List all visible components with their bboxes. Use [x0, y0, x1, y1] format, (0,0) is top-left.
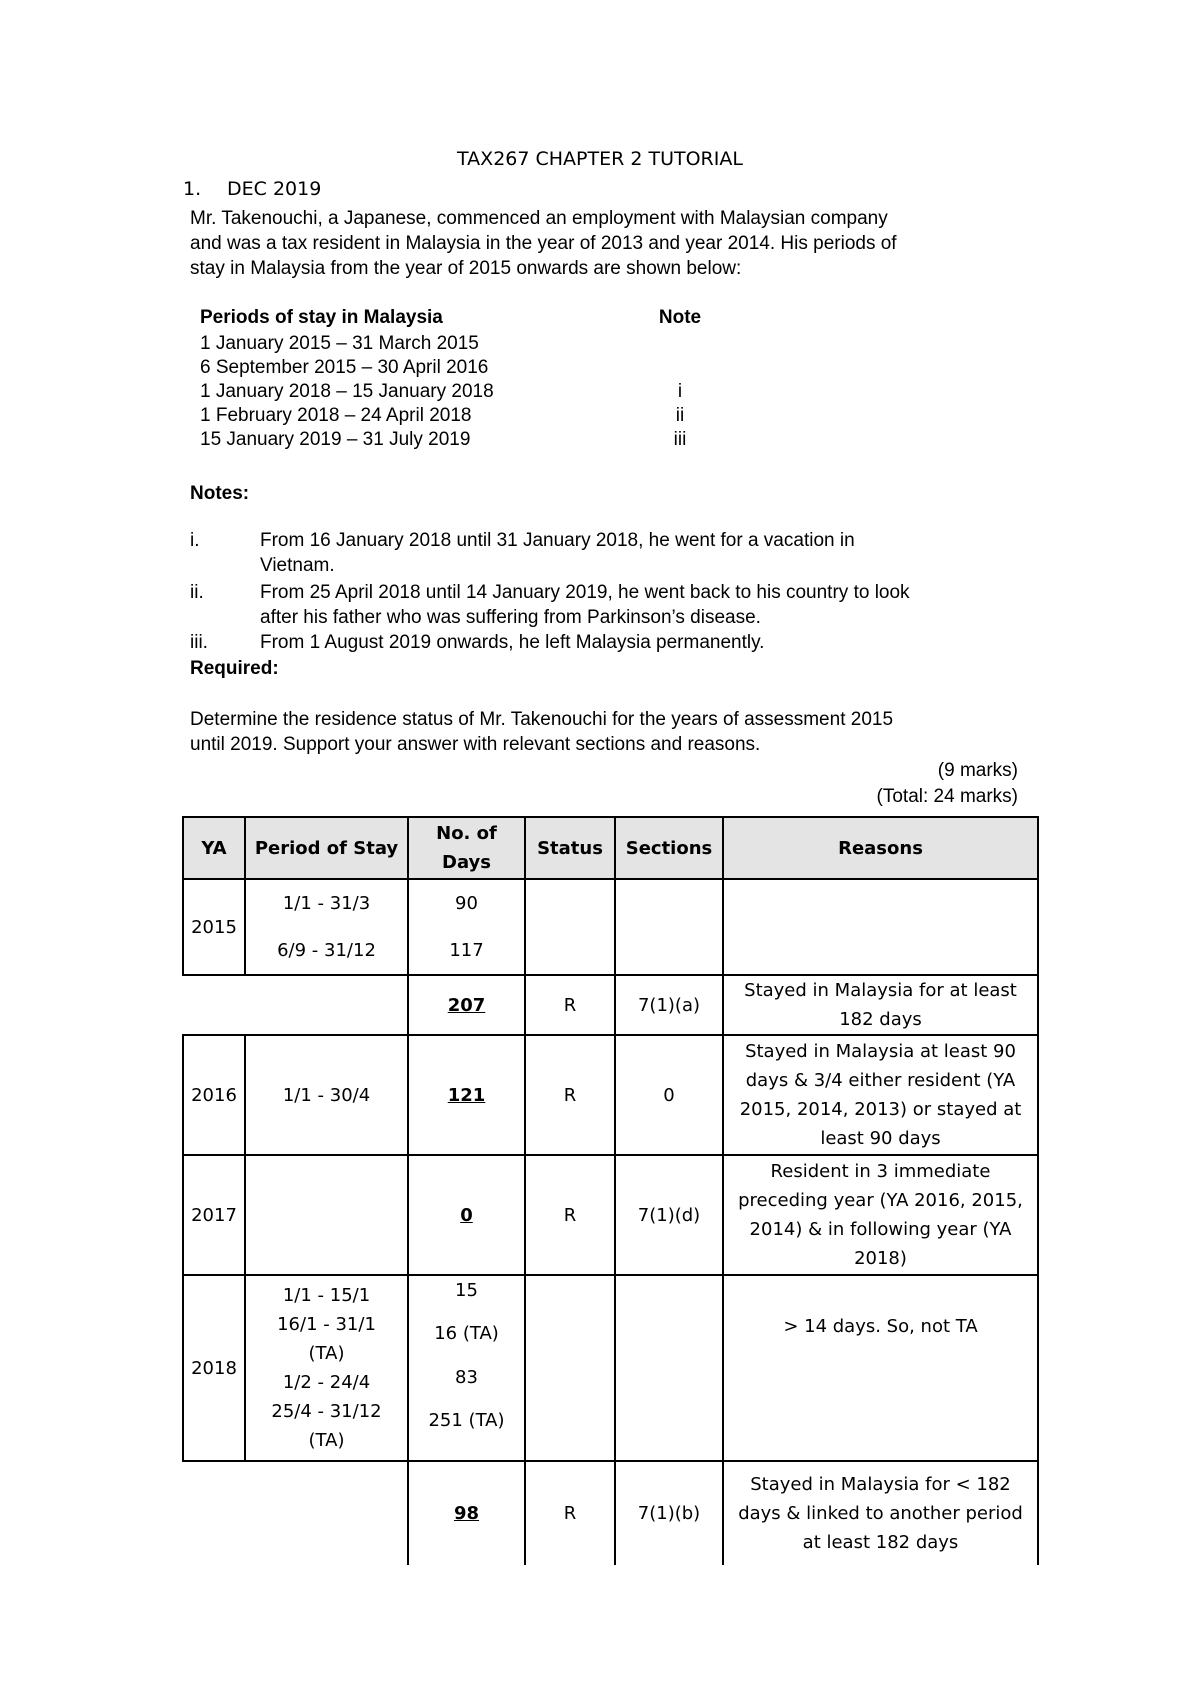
intro-paragraph [190, 206, 1028, 281]
note-line: From 25 April 2018 until 14 January 2019, he went back to his country to look [260, 582, 910, 603]
total-marks: (Total: 24 marks) [876, 786, 1018, 807]
reason-cell: Stayed in Malaysia for at least 182 days [723, 975, 1038, 1035]
stay-note: iii [673, 429, 687, 450]
section-cell: 7(1)(d) [615, 1155, 723, 1275]
note-line: From 16 January 2018 until 31 January 2018, he went for a vacation in [260, 530, 855, 551]
question-number: 1. [183, 178, 202, 200]
header-status: Status [525, 817, 615, 879]
page-title: TAX267 CHAPTER 2 TUTORIAL [457, 148, 743, 170]
status-cell [525, 879, 615, 975]
stays-note-header: Note [658, 307, 702, 328]
intro-line: and was a tax resident in Malaysia in the year of 2013 and year 2014. His periods of [190, 233, 897, 254]
header-reasons: Reasons [723, 817, 1038, 879]
table-row [183, 975, 1038, 1035]
reason-cell [723, 879, 1038, 975]
days-entry: 251 (TA) [428, 1410, 505, 1431]
header-days: No. of Days [408, 817, 525, 879]
stay-period: 15 January 2019 – 31 July 2019 [200, 429, 471, 450]
required-line: Determine the residence status of Mr. Takenouchi for the years of assessment 2015 [190, 709, 894, 730]
required-header: Required: [190, 658, 279, 679]
intro-line: Mr. Takenouchi, a Japanese, commenced an employment with Malaysian company [190, 208, 888, 229]
note-number: iii. [190, 632, 208, 653]
note-number: i. [190, 530, 200, 551]
days-cell [408, 1155, 525, 1275]
ya-cell: 2016 [183, 1035, 245, 1155]
ya-cell: 2018 [183, 1275, 245, 1461]
total-days: 0 [460, 1204, 473, 1226]
ya-cell: 2017 [183, 1155, 245, 1275]
days-entry: 16 (TA) [434, 1323, 499, 1344]
ya-cell: 2015 [183, 879, 245, 975]
total-days: 207 [447, 994, 486, 1016]
notes-header: Notes: [190, 483, 250, 504]
section-cell [615, 879, 723, 975]
status-cell: R [525, 975, 615, 1035]
period-entry: 1/1 - 31/3 [282, 893, 371, 914]
table-row [183, 1035, 1038, 1155]
note-line: after his father who was suffering from Parkinson’s disease. [260, 607, 761, 628]
total-days: 98 [453, 1503, 480, 1524]
reason-cell [723, 1275, 1038, 1461]
header-ya: YA [183, 817, 245, 879]
note-number: ii. [190, 582, 204, 603]
period-entry: 1/1 - 15/1 [282, 1285, 371, 1306]
section-cell [615, 1275, 723, 1461]
period-entry: 25/4 - 31/12 (TA) [271, 1401, 382, 1451]
header-period: Period of Stay [245, 817, 408, 879]
days-entry: 117 [449, 940, 484, 961]
days-entry: 83 [455, 1367, 478, 1388]
stays-header: Periods of stay in Malaysia [200, 307, 443, 328]
blank-cell [183, 975, 408, 1035]
blank-cell [183, 1461, 408, 1565]
section-cell: 0 [615, 1035, 723, 1155]
days-entry: 15 [455, 1280, 478, 1301]
stay-period: 1 January 2015 – 31 March 2015 [200, 333, 479, 354]
period-cell: 1/1 - 30/4 [245, 1035, 408, 1155]
stay-note: ii [675, 405, 685, 426]
table-row [183, 1155, 1038, 1275]
stay-period: 1 February 2018 – 24 April 2018 [200, 405, 472, 426]
stay-note: i [677, 381, 683, 402]
intro-line: stay in Malaysia from the year of 2015 onwards are shown below: [190, 258, 742, 279]
status-cell: R [525, 1461, 615, 1565]
stay-period: 6 September 2015 – 30 April 2016 [200, 357, 489, 378]
header-sections: Sections [615, 817, 723, 879]
status-cell: R [525, 1155, 615, 1275]
status-cell: R [525, 1035, 615, 1155]
period-entry: 6/9 - 31/12 [277, 940, 376, 961]
total-days-cell [408, 1461, 525, 1565]
period-entry: 16/1 - 31/1 (TA) [277, 1314, 376, 1364]
total-days: 121 [447, 1084, 486, 1106]
period-cell [245, 1275, 408, 1461]
question-title: DEC 2019 [227, 178, 322, 200]
days-entry: 90 [455, 893, 478, 914]
answer-table [182, 816, 1039, 1565]
period-cell [245, 1155, 408, 1275]
table-row [183, 1461, 1038, 1565]
days-cell [408, 1275, 525, 1461]
table-row [183, 879, 1038, 975]
reason-text: > 14 days. So, not TA [783, 1316, 978, 1337]
required-text [190, 707, 1028, 757]
table-header-row [183, 817, 1038, 879]
total-days-cell [408, 975, 525, 1035]
required-line: until 2019. Support your answer with relevant sections and reasons. [190, 734, 761, 755]
question-heading [183, 178, 321, 200]
section-cell: 7(1)(a) [615, 975, 723, 1035]
period-entry: 1/2 - 24/4 [282, 1372, 371, 1393]
reason-cell: Stayed in Malaysia for < 182 days & linked to another period at least 182 days [723, 1461, 1038, 1565]
period-cell [245, 879, 408, 975]
marks: (9 marks) [937, 760, 1018, 781]
section-cell: 7(1)(b) [615, 1461, 723, 1565]
note-line: From 1 August 2019 onwards, he left Malaysia permanently. [260, 632, 765, 653]
reason-cell: Stayed in Malaysia at least 90 days & 3/4 either resident (YA 2015, 2014, 2013) or stayed at least 90 days [723, 1035, 1038, 1155]
reason-cell: Resident in 3 immediate preceding year (YA 2016, 2015, 2014) & in following year (YA 2018) [723, 1155, 1038, 1275]
days-cell [408, 879, 525, 975]
note-line: Vietnam. [260, 555, 335, 576]
table-row [183, 1275, 1038, 1461]
stay-period: 1 January 2018 – 15 January 2018 [200, 381, 494, 402]
status-cell [525, 1275, 615, 1461]
days-cell [408, 1035, 525, 1155]
